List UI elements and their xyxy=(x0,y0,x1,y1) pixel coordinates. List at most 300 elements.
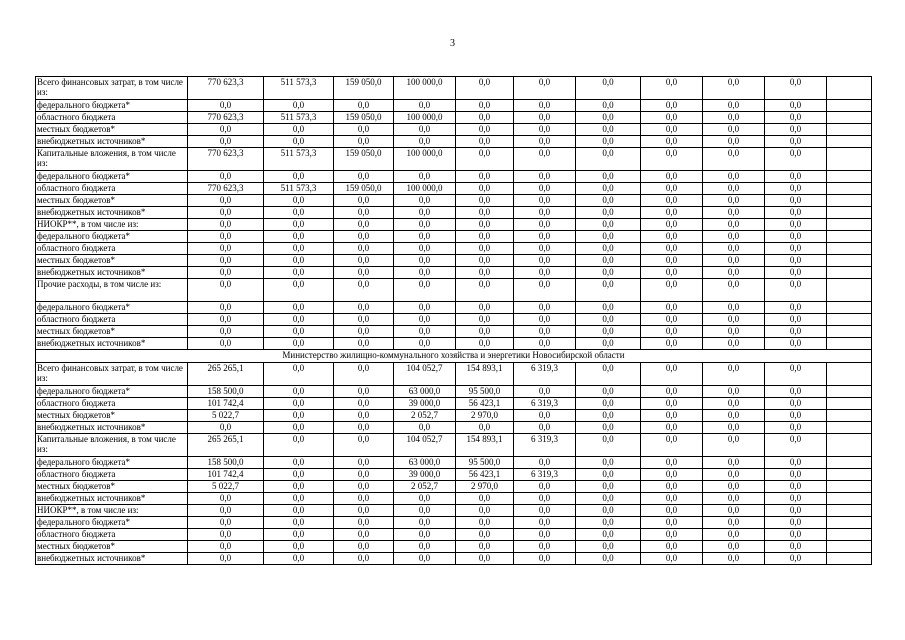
value-cell: 0,0 xyxy=(765,517,827,529)
value-cell: 0,0 xyxy=(264,493,334,505)
value-cell: 0,0 xyxy=(641,112,703,124)
value-cell: 0,0 xyxy=(264,410,334,422)
table-row xyxy=(36,386,872,398)
value-cell: 0,0 xyxy=(641,136,703,148)
value-cell: 0,0 xyxy=(394,267,456,279)
value-cell: 265 265,1 xyxy=(188,434,264,457)
value-cell: 0,0 xyxy=(456,541,514,553)
value-cell: 0,0 xyxy=(641,410,703,422)
value-cell: 511 573,3 xyxy=(264,148,334,171)
value-cell: 0,0 xyxy=(765,363,827,386)
value-cell: 0,0 xyxy=(514,231,576,243)
value-cell: 0,0 xyxy=(576,124,641,136)
value-cell: 0,0 xyxy=(264,207,334,219)
value-cell: 0,0 xyxy=(514,136,576,148)
value-cell: 0,0 xyxy=(264,422,334,434)
value-cell: 0,0 xyxy=(576,77,641,100)
value-cell: 0,0 xyxy=(765,77,827,100)
value-cell: 0,0 xyxy=(188,136,264,148)
row-label: внебюджетных источников* xyxy=(36,553,188,565)
value-cell: 6 319,3 xyxy=(514,363,576,386)
value-cell: 0,0 xyxy=(456,124,514,136)
value-cell: 56 423,1 xyxy=(456,469,514,481)
value-cell: 0,0 xyxy=(576,517,641,529)
value-cell xyxy=(827,100,872,112)
value-cell: 0,0 xyxy=(765,112,827,124)
value-cell: 0,0 xyxy=(456,267,514,279)
value-cell: 0,0 xyxy=(641,243,703,255)
row-label: внебюджетных источников* xyxy=(36,207,188,219)
value-cell: 0,0 xyxy=(765,148,827,171)
value-cell: 0,0 xyxy=(264,243,334,255)
value-cell: 0,0 xyxy=(765,279,827,302)
value-cell xyxy=(827,279,872,302)
value-cell: 0,0 xyxy=(394,171,456,183)
value-cell xyxy=(827,136,872,148)
value-cell: 265 265,1 xyxy=(188,363,264,386)
value-cell: 0,0 xyxy=(188,326,264,338)
table-row xyxy=(36,112,872,124)
value-cell: 0,0 xyxy=(264,314,334,326)
value-cell: 0,0 xyxy=(703,363,765,386)
value-cell xyxy=(827,267,872,279)
value-cell: 0,0 xyxy=(188,255,264,267)
value-cell: 0,0 xyxy=(576,469,641,481)
value-cell: 770 623,3 xyxy=(188,77,264,100)
value-cell: 2 052,7 xyxy=(394,410,456,422)
value-cell: 0,0 xyxy=(264,171,334,183)
value-cell: 0,0 xyxy=(576,183,641,195)
value-cell xyxy=(827,207,872,219)
value-cell: 2 970,0 xyxy=(456,481,514,493)
value-cell: 0,0 xyxy=(264,255,334,267)
value-cell xyxy=(827,434,872,457)
value-cell: 0,0 xyxy=(641,541,703,553)
value-cell: 0,0 xyxy=(703,517,765,529)
value-cell: 0,0 xyxy=(188,195,264,207)
value-cell xyxy=(827,255,872,267)
value-cell xyxy=(827,410,872,422)
value-cell: 0,0 xyxy=(264,100,334,112)
value-cell: 0,0 xyxy=(765,422,827,434)
row-label: федерального бюджета* xyxy=(36,457,188,469)
value-cell xyxy=(827,243,872,255)
row-label: местных бюджетов* xyxy=(36,255,188,267)
value-cell: 0,0 xyxy=(703,326,765,338)
row-label: внебюджетных источников* xyxy=(36,267,188,279)
value-cell: 0,0 xyxy=(264,302,334,314)
value-cell: 104 052,7 xyxy=(394,363,456,386)
value-cell: 0,0 xyxy=(514,219,576,231)
value-cell: 0,0 xyxy=(394,302,456,314)
value-cell: 0,0 xyxy=(188,100,264,112)
value-cell: 0,0 xyxy=(456,493,514,505)
value-cell: 0,0 xyxy=(765,243,827,255)
value-cell: 0,0 xyxy=(514,338,576,350)
value-cell xyxy=(827,398,872,410)
value-cell: 0,0 xyxy=(456,171,514,183)
value-cell xyxy=(827,457,872,469)
value-cell: 0,0 xyxy=(514,124,576,136)
value-cell: 0,0 xyxy=(394,279,456,302)
value-cell: 159 050,0 xyxy=(334,183,394,195)
value-cell: 39 000,0 xyxy=(394,469,456,481)
value-cell: 0,0 xyxy=(264,267,334,279)
value-cell: 0,0 xyxy=(264,398,334,410)
value-cell: 0,0 xyxy=(334,541,394,553)
value-cell xyxy=(827,302,872,314)
value-cell: 0,0 xyxy=(514,255,576,267)
table-row xyxy=(36,219,872,231)
value-cell: 0,0 xyxy=(703,231,765,243)
value-cell: 0,0 xyxy=(334,314,394,326)
value-cell xyxy=(827,183,872,195)
value-cell: 0,0 xyxy=(576,302,641,314)
row-label: областного бюджета xyxy=(36,183,188,195)
value-cell: 100 000,0 xyxy=(394,77,456,100)
value-cell: 0,0 xyxy=(641,363,703,386)
value-cell xyxy=(827,219,872,231)
value-cell: 0,0 xyxy=(703,77,765,100)
value-cell: 0,0 xyxy=(264,469,334,481)
value-cell: 511 573,3 xyxy=(264,112,334,124)
value-cell: 0,0 xyxy=(514,529,576,541)
value-cell: 0,0 xyxy=(334,469,394,481)
table-row xyxy=(36,517,872,529)
value-cell: 0,0 xyxy=(765,267,827,279)
value-cell: 104 052,7 xyxy=(394,434,456,457)
value-cell: 0,0 xyxy=(641,171,703,183)
value-cell: 0,0 xyxy=(456,77,514,100)
value-cell: 0,0 xyxy=(641,422,703,434)
value-cell: 0,0 xyxy=(456,529,514,541)
value-cell: 0,0 xyxy=(264,505,334,517)
value-cell: 0,0 xyxy=(703,469,765,481)
value-cell: 0,0 xyxy=(765,195,827,207)
value-cell xyxy=(827,529,872,541)
table-row xyxy=(36,398,872,410)
value-cell: 0,0 xyxy=(703,136,765,148)
value-cell: 0,0 xyxy=(334,207,394,219)
value-cell xyxy=(827,338,872,350)
table-row xyxy=(36,553,872,565)
value-cell: 2 970,0 xyxy=(456,410,514,422)
table-row xyxy=(36,314,872,326)
value-cell: 770 623,3 xyxy=(188,183,264,195)
value-cell: 0,0 xyxy=(456,219,514,231)
value-cell: 0,0 xyxy=(334,136,394,148)
value-cell: 0,0 xyxy=(703,302,765,314)
row-label: федерального бюджета* xyxy=(36,231,188,243)
value-cell: 159 050,0 xyxy=(334,112,394,124)
value-cell: 100 000,0 xyxy=(394,183,456,195)
value-cell: 0,0 xyxy=(334,243,394,255)
value-cell: 0,0 xyxy=(765,171,827,183)
value-cell: 0,0 xyxy=(264,279,334,302)
value-cell xyxy=(827,481,872,493)
value-cell: 0,0 xyxy=(334,434,394,457)
value-cell: 0,0 xyxy=(703,457,765,469)
table-row xyxy=(36,481,872,493)
row-label: Всего финансовых затрат, в том числе из: xyxy=(36,77,188,100)
value-cell: 0,0 xyxy=(765,457,827,469)
value-cell: 0,0 xyxy=(703,434,765,457)
value-cell: 0,0 xyxy=(514,493,576,505)
row-label: федерального бюджета* xyxy=(36,517,188,529)
value-cell: 0,0 xyxy=(576,553,641,565)
table-row xyxy=(36,410,872,422)
value-cell: 0,0 xyxy=(514,386,576,398)
value-cell: 100 000,0 xyxy=(394,112,456,124)
value-cell: 0,0 xyxy=(188,493,264,505)
value-cell: 0,0 xyxy=(641,493,703,505)
value-cell: 0,0 xyxy=(576,363,641,386)
value-cell: 0,0 xyxy=(264,481,334,493)
row-label: внебюджетных источников* xyxy=(36,422,188,434)
value-cell: 0,0 xyxy=(394,338,456,350)
value-cell: 0,0 xyxy=(765,326,827,338)
table-row xyxy=(36,505,872,517)
value-cell: 0,0 xyxy=(394,207,456,219)
value-cell: 0,0 xyxy=(703,422,765,434)
table-row xyxy=(36,267,872,279)
value-cell: 0,0 xyxy=(394,195,456,207)
value-cell: 0,0 xyxy=(641,148,703,171)
value-cell: 0,0 xyxy=(334,529,394,541)
value-cell: 0,0 xyxy=(765,469,827,481)
row-label: областного бюджета xyxy=(36,112,188,124)
value-cell: 0,0 xyxy=(576,112,641,124)
value-cell: 0,0 xyxy=(641,505,703,517)
value-cell: 0,0 xyxy=(703,148,765,171)
table-row xyxy=(36,326,872,338)
value-cell: 0,0 xyxy=(641,553,703,565)
value-cell: 6 319,3 xyxy=(514,469,576,481)
value-cell xyxy=(827,422,872,434)
value-cell: 0,0 xyxy=(264,434,334,457)
value-cell: 0,0 xyxy=(264,541,334,553)
value-cell: 0,0 xyxy=(264,136,334,148)
value-cell: 0,0 xyxy=(188,505,264,517)
value-cell: 0,0 xyxy=(641,77,703,100)
value-cell: 0,0 xyxy=(188,267,264,279)
value-cell: 0,0 xyxy=(641,326,703,338)
value-cell: 0,0 xyxy=(456,517,514,529)
value-cell: 0,0 xyxy=(264,529,334,541)
table-row xyxy=(36,338,872,350)
value-cell: 39 000,0 xyxy=(394,398,456,410)
value-cell: 0,0 xyxy=(514,517,576,529)
value-cell: 0,0 xyxy=(514,267,576,279)
row-label: НИОКР**, в том числе из: xyxy=(36,219,188,231)
value-cell: 0,0 xyxy=(514,183,576,195)
value-cell: 0,0 xyxy=(188,207,264,219)
section-title: Министерство жилищно-коммунального хозяйства и энергетики Новосибирской области xyxy=(36,350,872,363)
value-cell: 0,0 xyxy=(188,231,264,243)
row-label: местных бюджетов* xyxy=(36,541,188,553)
value-cell: 0,0 xyxy=(394,314,456,326)
value-cell: 0,0 xyxy=(765,386,827,398)
value-cell: 0,0 xyxy=(703,398,765,410)
value-cell: 0,0 xyxy=(188,517,264,529)
row-label: внебюджетных источников* xyxy=(36,338,188,350)
value-cell: 0,0 xyxy=(514,410,576,422)
value-cell: 0,0 xyxy=(576,457,641,469)
table-row xyxy=(36,422,872,434)
value-cell xyxy=(827,541,872,553)
value-cell: 0,0 xyxy=(576,100,641,112)
value-cell: 0,0 xyxy=(334,302,394,314)
value-cell xyxy=(827,124,872,136)
value-cell: 63 000,0 xyxy=(394,457,456,469)
row-label: областного бюджета xyxy=(36,243,188,255)
row-label: внебюджетных источников* xyxy=(36,493,188,505)
value-cell: 0,0 xyxy=(641,529,703,541)
value-cell: 0,0 xyxy=(641,231,703,243)
value-cell: 0,0 xyxy=(514,422,576,434)
value-cell: 0,0 xyxy=(576,243,641,255)
value-cell: 0,0 xyxy=(334,481,394,493)
value-cell: 0,0 xyxy=(576,434,641,457)
row-label: областного бюджета xyxy=(36,314,188,326)
value-cell: 0,0 xyxy=(514,541,576,553)
value-cell: 5 022,7 xyxy=(188,481,264,493)
value-cell: 0,0 xyxy=(514,279,576,302)
value-cell: 0,0 xyxy=(514,302,576,314)
value-cell xyxy=(827,231,872,243)
value-cell: 0,0 xyxy=(514,457,576,469)
value-cell xyxy=(827,469,872,481)
table-row xyxy=(36,195,872,207)
value-cell: 0,0 xyxy=(703,314,765,326)
value-cell: 0,0 xyxy=(514,171,576,183)
value-cell: 0,0 xyxy=(264,457,334,469)
value-cell: 101 742,4 xyxy=(188,469,264,481)
value-cell: 0,0 xyxy=(394,136,456,148)
value-cell: 0,0 xyxy=(334,493,394,505)
page-number: 3 xyxy=(450,38,455,49)
value-cell xyxy=(827,148,872,171)
value-cell: 0,0 xyxy=(456,195,514,207)
value-cell: 0,0 xyxy=(641,434,703,457)
value-cell: 0,0 xyxy=(334,386,394,398)
section-header-row xyxy=(36,350,872,363)
value-cell: 0,0 xyxy=(641,314,703,326)
value-cell: 0,0 xyxy=(514,112,576,124)
value-cell: 0,0 xyxy=(641,124,703,136)
value-cell: 100 000,0 xyxy=(394,148,456,171)
value-cell: 0,0 xyxy=(394,517,456,529)
value-cell: 0,0 xyxy=(641,469,703,481)
value-cell: 6 319,3 xyxy=(514,398,576,410)
value-cell: 0,0 xyxy=(641,219,703,231)
value-cell: 0,0 xyxy=(765,314,827,326)
value-cell: 2 052,7 xyxy=(394,481,456,493)
value-cell: 0,0 xyxy=(703,529,765,541)
table-row xyxy=(36,363,872,386)
value-cell: 0,0 xyxy=(765,505,827,517)
row-label: местных бюджетов* xyxy=(36,124,188,136)
value-cell: 0,0 xyxy=(456,148,514,171)
value-cell: 0,0 xyxy=(334,517,394,529)
value-cell: 0,0 xyxy=(456,231,514,243)
value-cell: 0,0 xyxy=(394,124,456,136)
row-label: федерального бюджета* xyxy=(36,171,188,183)
value-cell: 0,0 xyxy=(514,148,576,171)
value-cell: 0,0 xyxy=(641,255,703,267)
value-cell: 0,0 xyxy=(264,195,334,207)
value-cell: 0,0 xyxy=(394,231,456,243)
value-cell: 0,0 xyxy=(264,553,334,565)
row-label: федерального бюджета* xyxy=(36,386,188,398)
table-row xyxy=(36,136,872,148)
value-cell: 0,0 xyxy=(456,207,514,219)
value-cell: 0,0 xyxy=(765,100,827,112)
value-cell: 0,0 xyxy=(641,338,703,350)
value-cell: 0,0 xyxy=(394,243,456,255)
value-cell: 0,0 xyxy=(394,100,456,112)
table-row xyxy=(36,100,872,112)
value-cell: 0,0 xyxy=(394,219,456,231)
row-label: Капитальные вложения, в том числе из: xyxy=(36,434,188,457)
value-cell: 0,0 xyxy=(394,255,456,267)
value-cell: 0,0 xyxy=(264,326,334,338)
value-cell xyxy=(827,517,872,529)
value-cell: 0,0 xyxy=(703,112,765,124)
value-cell: 0,0 xyxy=(188,219,264,231)
value-cell: 0,0 xyxy=(576,279,641,302)
value-cell xyxy=(827,553,872,565)
value-cell: 0,0 xyxy=(765,529,827,541)
table-row xyxy=(36,434,872,457)
value-cell: 0,0 xyxy=(765,136,827,148)
value-cell: 0,0 xyxy=(456,553,514,565)
value-cell xyxy=(827,77,872,100)
value-cell: 0,0 xyxy=(765,302,827,314)
value-cell: 0,0 xyxy=(576,148,641,171)
value-cell: 0,0 xyxy=(703,279,765,302)
value-cell: 0,0 xyxy=(456,326,514,338)
value-cell: 0,0 xyxy=(765,255,827,267)
value-cell: 0,0 xyxy=(576,481,641,493)
value-cell: 0,0 xyxy=(576,326,641,338)
table-row xyxy=(36,171,872,183)
value-cell: 770 623,3 xyxy=(188,112,264,124)
value-cell: 0,0 xyxy=(703,267,765,279)
value-cell: 0,0 xyxy=(703,338,765,350)
value-cell: 0,0 xyxy=(334,553,394,565)
value-cell: 0,0 xyxy=(703,255,765,267)
value-cell: 154 893,1 xyxy=(456,363,514,386)
value-cell: 0,0 xyxy=(576,529,641,541)
value-cell: 0,0 xyxy=(641,481,703,493)
row-label: внебюджетных источников* xyxy=(36,136,188,148)
value-cell: 0,0 xyxy=(765,338,827,350)
value-cell: 56 423,1 xyxy=(456,398,514,410)
value-cell: 0,0 xyxy=(334,195,394,207)
value-cell: 0,0 xyxy=(334,338,394,350)
value-cell: 0,0 xyxy=(703,410,765,422)
value-cell: 0,0 xyxy=(641,195,703,207)
value-cell: 0,0 xyxy=(334,326,394,338)
value-cell: 0,0 xyxy=(334,398,394,410)
value-cell: 0,0 xyxy=(394,541,456,553)
value-cell: 0,0 xyxy=(188,529,264,541)
value-cell: 0,0 xyxy=(576,386,641,398)
value-cell: 0,0 xyxy=(334,231,394,243)
value-cell: 0,0 xyxy=(188,314,264,326)
value-cell: 0,0 xyxy=(188,553,264,565)
